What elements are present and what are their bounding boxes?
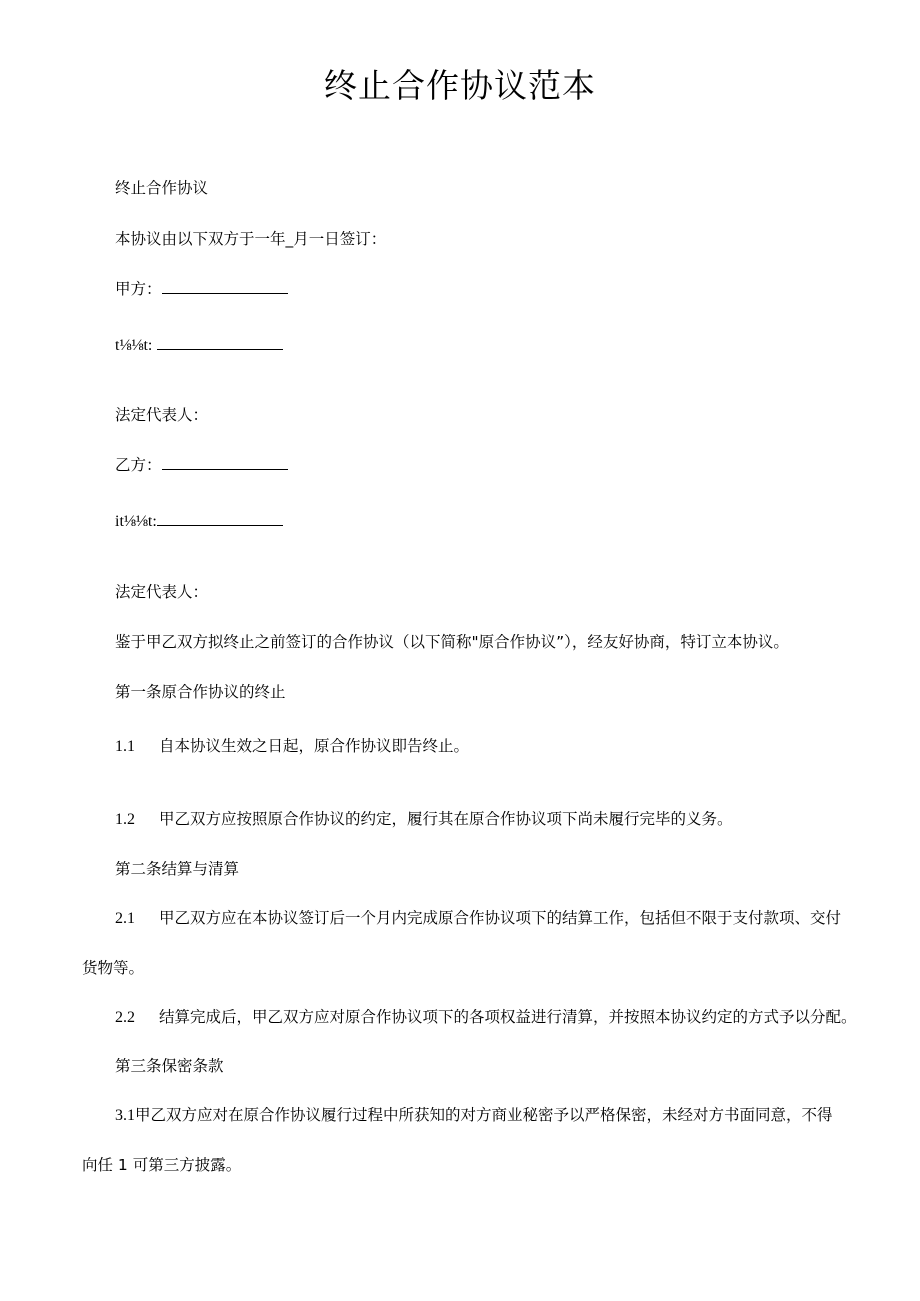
clause-number: 2.1 bbox=[115, 910, 135, 927]
article-1-title: 第一条原合作协议的终止 bbox=[115, 683, 286, 701]
clause-number: 2.2 bbox=[115, 1009, 135, 1026]
party-a-label: 甲方： bbox=[115, 280, 162, 298]
party-b-address-line bbox=[115, 511, 283, 532]
clause-text: 甲乙双方应按照原合作协议的约定，履行其在原合作协议项下尚未履行完毕的义务。 bbox=[159, 810, 733, 828]
preamble: 鉴于甲乙双方拟终止之前签订的合作协议（以下简称"原合作协议”），经友好协商，特订立本协议。 bbox=[115, 633, 789, 651]
party-b-line bbox=[115, 455, 288, 475]
clause-2-1 bbox=[115, 908, 841, 929]
party-b-address-label: it⅛⅛t: bbox=[115, 513, 157, 530]
clause-1-2 bbox=[115, 809, 733, 830]
clause-3-1 bbox=[115, 1105, 833, 1126]
article-3-title: 第三条保密条款 bbox=[115, 1057, 224, 1075]
clause-2-1-continued: 货物等。 bbox=[82, 959, 145, 977]
party-b-blank bbox=[162, 455, 288, 470]
party-a-address-label: t⅛⅛t: bbox=[115, 337, 153, 354]
intro-line: 本协议由以下双方于一年_月一日签订： bbox=[115, 230, 387, 248]
party-b-label: 乙方： bbox=[115, 456, 162, 474]
clause-text: 自本协议生效之日起，原合作协议即告终止。 bbox=[159, 737, 470, 755]
party-a-address-line bbox=[115, 335, 283, 356]
party-b-address-blank bbox=[157, 511, 283, 526]
clause-number: 1.2 bbox=[115, 811, 135, 828]
document-title: 终止合作协议范本 bbox=[324, 66, 596, 105]
clause-2-2 bbox=[115, 1007, 857, 1028]
clause-3-1-continued: 向任 1 可第三方披露。 bbox=[82, 1156, 242, 1174]
party-a-representative: 法定代表人： bbox=[115, 406, 209, 424]
clause-text: 甲乙双方应对在原合作协议履行过程中所获知的对方商业秘密予以严格保密，未经对方书面同意，不得 bbox=[135, 1106, 833, 1124]
party-a-blank bbox=[162, 279, 288, 294]
clause-text: 结算完成后，甲乙双方应对原合作协议项下的各项权益进行清算，并按照本协议约定的方式予以分配。 bbox=[159, 1008, 857, 1026]
party-a-line bbox=[115, 279, 288, 299]
article-2-title: 第二条结算与清算 bbox=[115, 860, 240, 878]
agreement-heading: 终止合作协议 bbox=[115, 179, 209, 197]
clause-text: 甲乙双方应在本协议签订后一个月内完成原合作协议项下的结算工作，包括但不限于支付款项、交付 bbox=[159, 909, 842, 927]
party-b-representative: 法定代表人： bbox=[115, 583, 209, 601]
clause-1-1 bbox=[115, 736, 469, 757]
clause-number: 3.1 bbox=[115, 1107, 135, 1124]
clause-number: 1.1 bbox=[115, 738, 135, 755]
party-a-address-blank bbox=[157, 335, 283, 350]
